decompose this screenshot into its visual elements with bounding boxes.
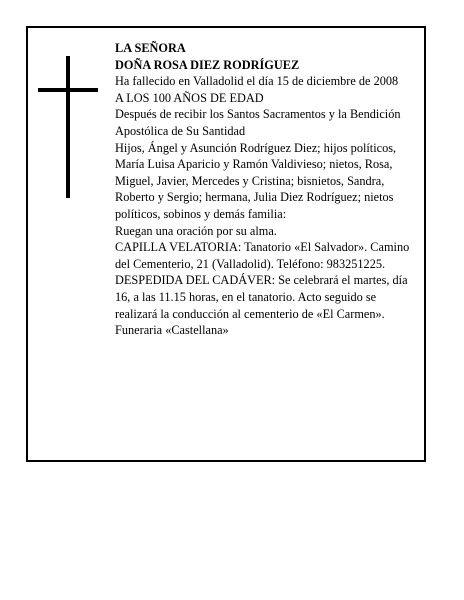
notice-text	[115, 40, 421, 339]
sacraments-statement: Después de recibir los Santos Sacramentos y la Bendición Apostólica de Su Santidad	[115, 107, 401, 138]
funeral-home: Funeraria «Castellana»	[115, 323, 229, 338]
cross-horizontal-bar	[38, 88, 98, 92]
age-statement: A LOS 100 AÑOS DE EDAD	[115, 90, 264, 105]
obituary-notice	[26, 26, 426, 462]
cross-icon	[38, 56, 98, 198]
cross-vertical-bar	[66, 56, 70, 198]
chapel-info: CAPILLA VELATORIA: Tanatorio «El Salvador». Camino del Cementerio, 21 (Valladolid). Teléfono: 983251225.	[115, 240, 410, 271]
prayer-request: Ruegan una oración por su alma.	[115, 223, 277, 238]
farewell-info: DESPEDIDA DEL CADÁVER: Se celebrará el martes, día 16, a las 11.15 horas, en el tanatorio. Acto seguido se realizará la conducción al cementerio de «El Carmen».	[115, 273, 408, 321]
death-statement: Ha fallecido en Valladolid el día 15 de diciembre de 2008	[115, 74, 399, 89]
family-list: Hijos, Ángel y Asunción Rodríguez Diez; hijos políticos, María Luisa Aparicio y Ramón Valdivieso; nietos, Rosa, Miguel, Javier, Mercedes y Cristina; bisnietos, Sandra, Roberto y Sergio; hermana, Julia Diez Rodríguez; nietos políticos, sobinos y demás familia:	[115, 140, 397, 221]
notice-title: LA SEÑORA	[115, 41, 186, 55]
deceased-name: DOÑA ROSA DIEZ RODRÍGUEZ	[115, 57, 300, 72]
